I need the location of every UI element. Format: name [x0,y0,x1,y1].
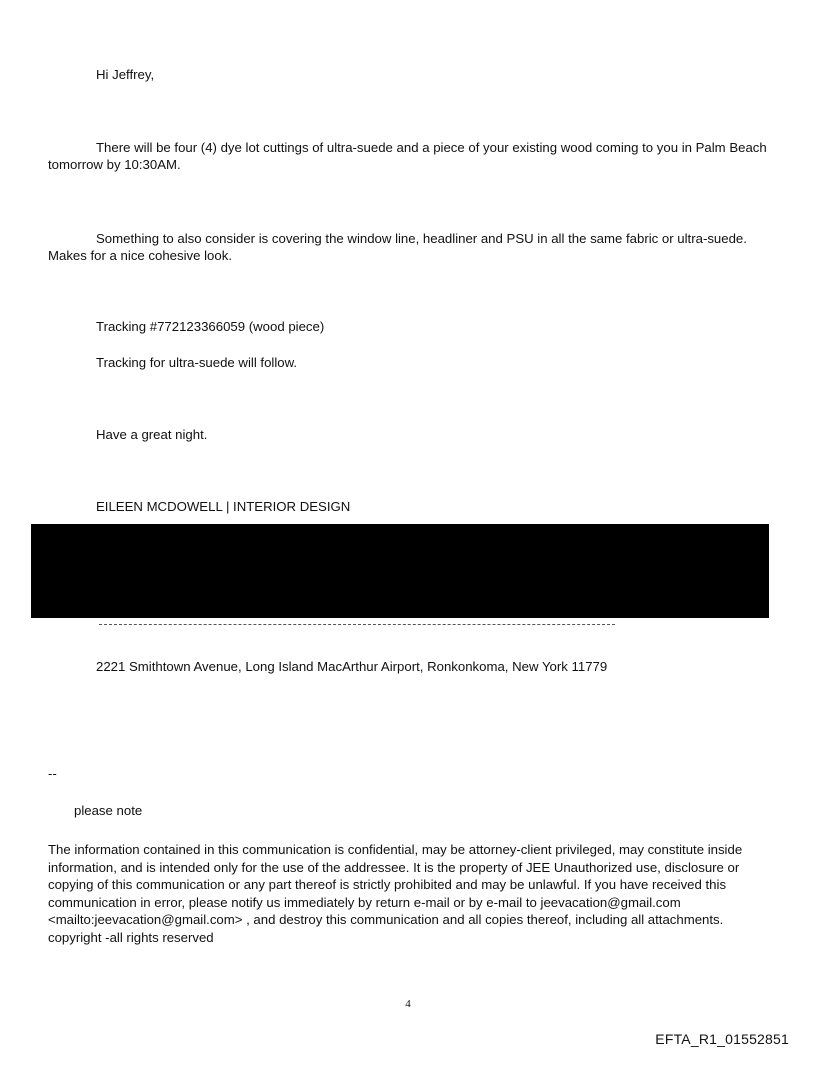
email-greeting: Hi Jeffrey, [96,67,155,82]
paragraph-suggestion: Something to also consider is covering the window line, headliner and PSU in all the same fabric or ultra-suede. Makes for a nice cohesive look. [48,231,747,263]
tracking-number: Tracking #772123366059 (wood piece) [96,319,325,334]
signature-line: EILEEN MCDOWELL | INTERIOR DESIGN [96,499,351,514]
paragraph-dye-lot: There will be four (4) dye lot cuttings of ultra-suede and a piece of your existing wood coming to you in Palm Beach tomorrow by 10:30AM. [48,140,767,172]
redaction-block [31,524,769,618]
confidentiality-disclaimer: The information contained in this communication is confidential, may be attorney-client privileged, may constitute inside information, and is intended only for the use of the addressee. It is the property of JEE Unauthorized use, disclosure or copying of this communication or any part thereof is strictly prohibited and may be unlawful. If you have received this communication in error, please notify us immediately by return e-mail or by e-mail to jeevacation@gmail.com <mailto:jeevacation@gmail.com> , and destroy this communication and all copies thereof, including all attachments. copyright -all rights reserved [48,842,743,945]
page-number: 4 [405,998,411,1010]
bates-number: EFTA_R1_01552851 [655,1031,789,1047]
tracking-followup: Tracking for ultra-suede will follow. [96,355,298,370]
note-heading: please note [74,803,143,818]
dashed-separator [99,624,615,625]
closing-line: Have a great night. [96,427,208,442]
footer-separator: -- [48,766,57,781]
address-line: 2221 Smithtown Avenue, Long Island MacArthur Airport, Ronkonkoma, New York 11779 [96,659,608,674]
